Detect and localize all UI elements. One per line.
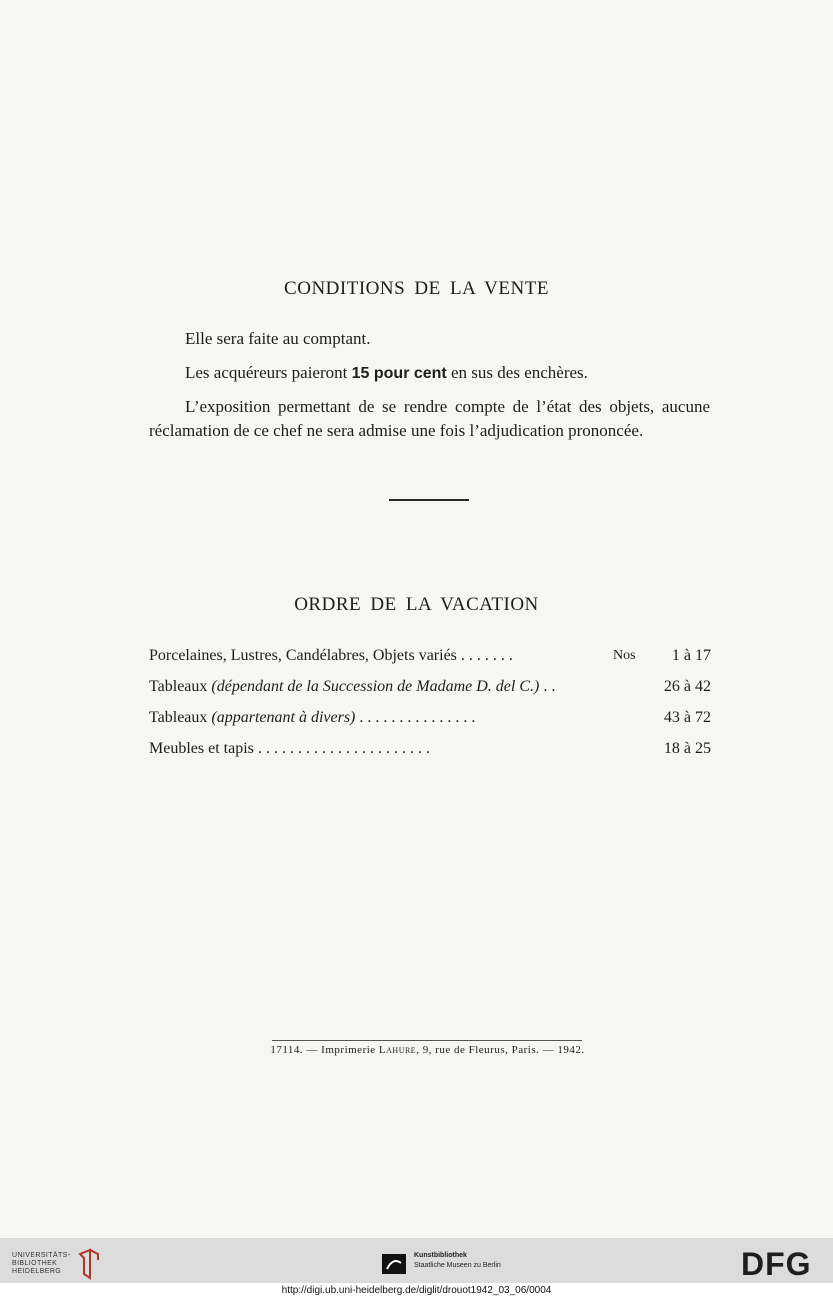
dfg-logo: DFG xyxy=(741,1246,812,1282)
digitization-bar xyxy=(0,1238,833,1283)
kunstbibliothek-logo-icon xyxy=(381,1253,407,1275)
conditions-paragraph-1: Elle sera faite au comptant. xyxy=(185,329,371,348)
source-url[interactable]: http://digi.ub.uni-heidelberg.de/diglit/drouot1942_03_06/0004 xyxy=(281,1285,552,1296)
vacation-row xyxy=(149,737,711,768)
printer-imprint xyxy=(0,1044,833,1056)
kunstbibliothek-name xyxy=(414,1251,501,1271)
vacation-row-label xyxy=(149,675,555,699)
dot-leader: . . . . . . . . . . . . . . . xyxy=(355,709,476,726)
vacation-row xyxy=(149,675,711,706)
vacation-row-detail: (dépendant de la Succession de Madame D. del C.) xyxy=(211,678,540,695)
kb-line-2: Staatliche Museen zu Berlin xyxy=(414,1262,501,1269)
conditions-paragraph-2 xyxy=(149,361,710,386)
section-divider xyxy=(389,499,469,501)
dot-leader: . . . . . . . . . . . . . . . . . . . . . . xyxy=(253,740,430,757)
ordre-title: ORDRE DE LA VACATION xyxy=(294,594,539,615)
vacation-row-text: Porcelaines, Lustres, Candélabres, Objets variés xyxy=(149,647,457,664)
uni-line-3: HEIDELBERG xyxy=(12,1268,62,1275)
uni-line-2: BIBLIOTHEK xyxy=(12,1260,58,1267)
conditions-paragraph-3: L’exposition permettant de se rendre compte de l’état des objets, aucune réclamation de ce chef ne sera admise une fois l’adjudication prononcée. xyxy=(149,397,710,440)
vacation-row xyxy=(149,706,711,737)
vacation-list xyxy=(149,644,711,768)
vacation-row-detail: (appartenant à divers) xyxy=(211,709,356,726)
lot-range: 43 à 72 xyxy=(663,709,711,726)
lot-numbers-label: Nos xyxy=(613,648,636,663)
paragraph-2-text-end: en sus des enchères. xyxy=(446,363,588,382)
vacation-row-text: Tableaux xyxy=(149,678,212,695)
printer-name: Lahure xyxy=(378,1044,417,1056)
vacation-row xyxy=(149,644,711,675)
dot-leader: . . xyxy=(539,678,556,695)
lot-range: 1 à 17 xyxy=(671,647,711,664)
imprint-start: 17114. — Imprimerie xyxy=(270,1044,379,1056)
footer-rule xyxy=(272,1040,582,1041)
commission-rate: 15 pour cent xyxy=(351,365,447,382)
university-library-name xyxy=(12,1252,70,1276)
lot-range: 26 à 42 xyxy=(663,678,711,695)
vacation-row-label xyxy=(149,737,430,761)
vacation-row-text: Tableaux xyxy=(149,709,212,726)
vacation-row-label xyxy=(149,644,513,668)
uni-line-1: UNIVERSITÄTS- xyxy=(12,1252,71,1259)
vacation-row-label xyxy=(149,706,475,730)
lot-range: 18 à 25 xyxy=(663,740,711,757)
paragraph-2-text-start: Les acquéreurs paieront xyxy=(185,363,352,382)
vacation-row-text: Meubles et tapis xyxy=(149,740,254,757)
heidelberg-logo-icon xyxy=(78,1248,100,1280)
conditions-title: CONDITIONS DE LA VENTE xyxy=(284,278,549,299)
dot-leader: . . . . . . . xyxy=(456,647,513,664)
kb-line-1: Kunstbibliothek xyxy=(414,1252,467,1259)
imprint-end: , 9, rue de Fleurus, Paris. — 1942. xyxy=(416,1044,585,1056)
